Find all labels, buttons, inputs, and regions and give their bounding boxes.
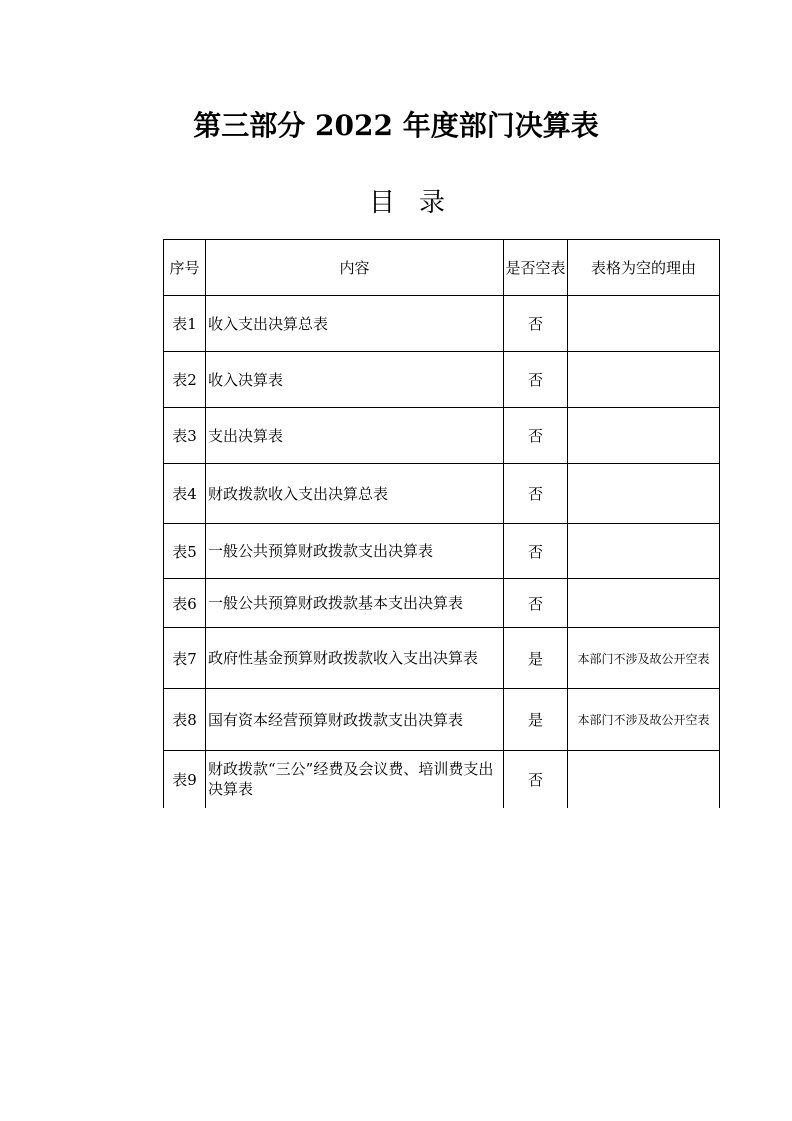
- row-no: 表7: [164, 628, 206, 689]
- header-is-empty: 是否空表: [504, 240, 568, 296]
- header-content: 内容: [206, 240, 504, 296]
- row-no: 表6: [164, 579, 206, 628]
- row-content: 一般公共预算财政拨款基本支出决算表: [206, 579, 504, 628]
- toc-table: [163, 239, 720, 808]
- row-no: 表3: [164, 408, 206, 464]
- row-content: 财政拨款收入支出决算总表: [206, 464, 504, 524]
- row-no: 表1: [164, 296, 206, 352]
- table-row: [164, 524, 720, 579]
- row-content: 一般公共预算财政拨款支出决算表: [206, 524, 504, 579]
- table-row: [164, 296, 720, 352]
- table-row: [164, 628, 720, 689]
- row-is-empty: 否: [504, 464, 568, 524]
- row-reason: [568, 464, 720, 524]
- row-content: 支出决算表: [206, 408, 504, 464]
- row-content: 收入支出决算总表: [206, 296, 504, 352]
- row-content: 财政拨款“三公”经费及会议费、培训费支出决算表: [206, 751, 504, 808]
- row-is-empty: 否: [504, 751, 568, 808]
- row-no: 表4: [164, 464, 206, 524]
- row-is-empty: 是: [504, 628, 568, 689]
- toc-heading: 目录: [368, 188, 469, 218]
- table-row: [164, 689, 720, 751]
- table-header-row: [164, 240, 720, 296]
- table-row: [164, 751, 720, 808]
- row-reason: [568, 352, 720, 408]
- row-content: 收入决算表: [206, 352, 504, 408]
- row-no: 表9: [164, 751, 206, 808]
- row-reason: [568, 579, 720, 628]
- row-is-empty: 否: [504, 524, 568, 579]
- row-no: 表5: [164, 524, 206, 579]
- header-reason: 表格为空的理由: [568, 240, 720, 296]
- table-row: [164, 579, 720, 628]
- row-content: 政府性基金预算财政拨款收入支出决算表: [206, 628, 504, 689]
- row-reason: 本部门不涉及故公开空表: [568, 628, 720, 689]
- row-is-empty: 否: [504, 579, 568, 628]
- row-content: 国有资本经营预算财政拨款支出决算表: [206, 689, 504, 751]
- table-row: [164, 408, 720, 464]
- row-reason: [568, 524, 720, 579]
- row-reason: [568, 296, 720, 352]
- row-is-empty: 否: [504, 408, 568, 464]
- row-is-empty: 否: [504, 352, 568, 408]
- row-reason: [568, 751, 720, 808]
- row-no: 表2: [164, 352, 206, 408]
- row-reason: [568, 408, 720, 464]
- row-no: 表8: [164, 689, 206, 751]
- row-is-empty: 否: [504, 296, 568, 352]
- table-row: [164, 464, 720, 524]
- page-title: 第三部分 2022 年度部门决算表: [193, 109, 599, 142]
- header-no: 序号: [164, 240, 206, 296]
- row-is-empty: 是: [504, 689, 568, 751]
- table-row: [164, 352, 720, 408]
- row-reason: 本部门不涉及故公开空表: [568, 689, 720, 751]
